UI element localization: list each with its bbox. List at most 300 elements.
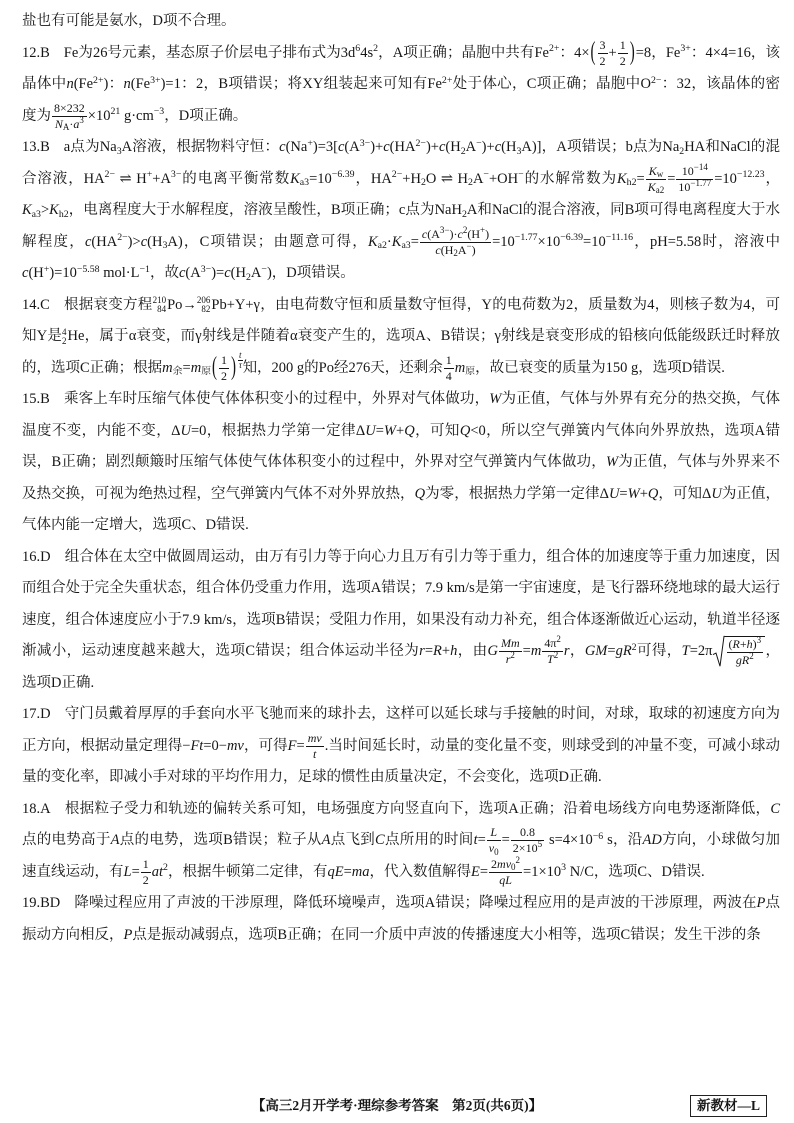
text-run: ，HA — [354, 170, 392, 187]
math-variable: A — [321, 832, 331, 848]
subscript: 2 — [453, 248, 458, 259]
math-variable: N — [54, 116, 63, 131]
text-run: O ⇌ H — [425, 170, 469, 187]
text-run: = — [131, 863, 140, 880]
text-run: )+ — [481, 139, 495, 155]
text-run: · — [386, 233, 392, 250]
radicand — [725, 636, 766, 667]
subscript: h2 — [626, 177, 637, 189]
text-run: ：4×4=16，该晶体中 — [22, 44, 780, 92]
text-run: 为正值，气体与外界有充分的热交换，气体温度不变，内能不变，Δ — [22, 391, 781, 439]
text-run: =10 — [309, 170, 332, 187]
text-run: HA和NaCl的混合溶液，HA — [22, 139, 780, 187]
math-variable: r — [419, 643, 425, 659]
math-variable: c — [22, 265, 29, 281]
math-variable: K — [616, 170, 627, 187]
math-variable: mv — [226, 737, 244, 754]
fraction-numerator — [598, 39, 608, 54]
fraction-numerator — [219, 354, 229, 369]
atomic-number: 84 — [157, 304, 167, 315]
fraction-denominator — [487, 841, 501, 855]
math-variable: L — [123, 863, 132, 880]
superscript: 3 — [561, 862, 567, 874]
superscript: 2− — [117, 232, 128, 244]
text-run: A — [465, 139, 477, 155]
math-variable: K — [49, 202, 59, 218]
math-variable: R — [732, 637, 740, 652]
text-run: A和NaCl的混合溶液，同B项可得电离程度大于水解程度， — [22, 202, 781, 250]
fraction-denominator — [618, 54, 628, 68]
mass-number: 4 — [62, 326, 67, 337]
text-run: a点为Na — [63, 139, 117, 155]
math-variable: K — [22, 202, 32, 218]
math-variable: T — [681, 643, 690, 659]
text-run: )+ — [425, 139, 439, 155]
text-run: (H — [501, 139, 517, 155]
text-run: 组合体在太空中做圆周运动，由万有引力等于向心力且万有引力等于重力，组合体的加速度等于重力加速度，因而组合处于完全失重状态，组合体仍受重力作用，选项A错误；7.9 km/s是第一宇宙速度，是飞行器环绕地球的最大运行速度，组合体速度应小于7.9 km/s，选项B错误；受阻力作用，如果没有动力补充，组合体逐渐做近心运动，轨道半径逐渐减小，运动速度越来越大，选项C错误；组合体运动半径为 — [22, 548, 780, 659]
text-run: + — [396, 422, 405, 439]
text-run: 方向，小球做匀加速直线运动，有 — [22, 832, 781, 880]
subscript: 原 — [465, 366, 476, 378]
math-variable: L — [490, 825, 498, 840]
text-run: ，电离程度大于水解程度，溶液呈酸性，B项正确；c点为NaH — [68, 202, 462, 218]
fraction-denominator — [545, 652, 560, 666]
subscript: h2 — [58, 208, 69, 220]
text-run: 盐也有可能是氨水，D项不合理。 — [22, 13, 236, 29]
text-run: 为零，根据热力学第一定律Δ — [425, 485, 609, 502]
math-variable: W — [605, 454, 619, 470]
fraction — [141, 858, 151, 887]
question-number: 19. — [22, 895, 41, 911]
text-run: = — [501, 832, 510, 848]
text-run: ，选项D正确. — [22, 643, 781, 691]
text-run: ) — [752, 637, 757, 652]
atomic-number: 82 — [201, 304, 211, 315]
text-run: ，代入数值解得 — [369, 863, 471, 880]
math-variable: gR — [615, 643, 632, 659]
superscript: − — [483, 169, 489, 181]
superscript: −6.39 — [331, 169, 355, 181]
text-run: =1×10 — [523, 863, 562, 880]
text-run: = — [522, 643, 531, 659]
text-run: +A — [152, 170, 171, 187]
text-run: ，pH=5.58时，溶液中 — [633, 233, 780, 250]
fraction-denominator — [497, 873, 514, 887]
superscript: 2 — [553, 650, 559, 661]
answer-choice: B — [40, 139, 50, 155]
text-run: ×10 — [537, 233, 561, 250]
mass-number: 206 — [196, 295, 211, 306]
superscript: 3 — [756, 635, 762, 646]
footer-title: 【高三2月开学考·理综参考答案 第2页(共6页)】 — [251, 1098, 543, 1113]
superscript: −3 — [153, 106, 165, 118]
text-run: 点振动方向相反， — [22, 895, 781, 943]
fraction-denominator — [444, 369, 454, 383]
text-run: 2×10 — [512, 841, 538, 856]
text-run: (H — [147, 233, 163, 250]
text-run: 点的电势高于 — [22, 832, 111, 848]
math-variable: a — [73, 116, 80, 131]
nuclide-scripts — [62, 328, 67, 346]
text-run: 点所用的时间 — [384, 832, 474, 848]
answer-choice: B — [40, 44, 50, 61]
answer-choice: A — [40, 800, 51, 817]
fraction — [306, 732, 324, 761]
math-variable: c — [84, 233, 92, 250]
subscript: 0 — [511, 862, 516, 873]
text-run: +H — [402, 170, 421, 187]
math-variable: U — [711, 485, 722, 502]
text-run: 3 — [599, 37, 606, 52]
math-variable: F — [287, 737, 297, 754]
subscript: 2 — [460, 145, 466, 157]
text-run: (H — [28, 265, 44, 281]
superscript: −6.39 — [560, 232, 584, 244]
edition-tag: 新教材—L — [690, 1095, 767, 1117]
item-text — [22, 37, 780, 133]
superscript: 3+ — [150, 74, 161, 86]
math-variable: U — [180, 422, 191, 439]
atomic-number: 2 — [62, 335, 67, 346]
item-text — [22, 13, 235, 29]
math-variable: v — [488, 841, 495, 856]
text-run: (A — [185, 265, 201, 281]
text-run: =0，根据热力学第一定律Δ — [190, 422, 366, 439]
question-number: 17. — [22, 706, 41, 722]
superscript: 2− — [650, 74, 662, 86]
superscript: 2+ — [93, 74, 104, 86]
question-number: 13. — [22, 139, 41, 155]
text-run: 4s — [360, 44, 374, 61]
item-text — [22, 800, 781, 887]
element-symbol: He — [67, 328, 85, 345]
text-run: (H — [440, 242, 454, 257]
fraction-denominator — [53, 114, 86, 133]
superscript: −5.58 — [76, 263, 100, 275]
superscript: + — [307, 137, 313, 149]
math-variable: W — [489, 391, 502, 407]
math-variable: Q — [404, 422, 415, 439]
math-variable: Mm — [500, 636, 520, 651]
text-run: =10 — [583, 233, 606, 250]
superscript: −1.77 — [690, 177, 712, 188]
text-run: · — [69, 116, 74, 131]
subscript: a3 — [401, 240, 411, 252]
text-run: 降噪过程应用了声波的干涉原理，降低环境噪声，选项A错误；降噪过程应用的是声波的干涉原理，两波在 — [74, 895, 757, 911]
math-variable: K — [290, 170, 300, 187]
text-run: 2 — [619, 53, 626, 68]
superscript: 3+ — [680, 43, 691, 55]
text-run: )=3[ — [312, 139, 338, 155]
math-variable: U — [365, 422, 376, 439]
text-run: ：4× — [559, 44, 590, 61]
answer-item-17 — [22, 699, 780, 794]
superscript: −1 — [139, 263, 150, 275]
text-run: A — [457, 242, 467, 257]
item-text — [22, 139, 780, 281]
fraction-denominator — [734, 653, 756, 667]
fraction — [646, 165, 667, 194]
text-run: = — [296, 737, 305, 754]
text-run: 0.8 — [519, 825, 535, 840]
text-run: ) — [471, 242, 476, 257]
nuclide — [197, 296, 227, 314]
text-run: =0− — [203, 737, 227, 754]
text-run: +OH — [488, 170, 519, 187]
text-run: + — [739, 637, 747, 652]
subscript: a3 — [31, 208, 41, 220]
superscript: −12.23 — [736, 169, 765, 181]
text-run: .当时间延长时，动量的变化量不变，则球受到的冲量不变，可减小球动量的变化率，即减小手对球的平均作用力，足球的惯性由质量决定，不会变化，选项D正确. — [22, 737, 780, 785]
fraction — [542, 634, 563, 667]
text-run: 1 — [221, 352, 228, 367]
math-variable: R — [433, 643, 442, 659]
fraction-numerator — [444, 354, 454, 369]
radical-sign-icon — [713, 636, 725, 667]
math-variable: r — [563, 643, 570, 659]
text-run: ) — [485, 226, 490, 241]
math-variable: m — [190, 359, 202, 376]
subscript: 3 — [162, 240, 168, 252]
math-variable: c — [435, 242, 441, 257]
text-run: )> — [127, 233, 141, 250]
answer-content — [22, 6, 780, 951]
subscript: 3 — [116, 145, 122, 157]
fraction-denominator — [433, 240, 477, 259]
fraction-denominator — [504, 652, 517, 666]
answer-item-19 — [22, 888, 780, 951]
math-variable: c — [140, 233, 148, 250]
text-run: = — [410, 233, 419, 250]
text-run: = — [619, 485, 628, 502]
superscript: 2 — [556, 634, 561, 645]
fraction-denominator — [511, 841, 544, 855]
fraction — [511, 826, 544, 855]
text-run: 10 — [678, 179, 691, 194]
answer-item-18 — [22, 794, 780, 889]
answer-item-14 — [22, 290, 780, 385]
text-run: mol·L — [99, 265, 140, 281]
subscript: 余 — [172, 366, 183, 378]
text-run: ，可知 — [414, 422, 460, 439]
large-parenthesis: ) — [231, 353, 237, 382]
math-variable: P — [756, 895, 766, 911]
math-variable: K — [648, 163, 657, 178]
text-run: ，根据牛顿第二定律，有 — [167, 863, 328, 880]
superscript: 2 — [373, 43, 379, 55]
text-run: ，由 — [457, 643, 488, 659]
text-run: 10 — [681, 163, 694, 178]
text-run: ，故已衰变的质量为150 g，选项D错误. — [475, 359, 725, 376]
math-variable: c — [457, 226, 463, 241]
subscript: 0 — [494, 846, 499, 857]
superscript: − — [476, 137, 482, 149]
superscript: 2 — [163, 862, 168, 874]
text-run: = — [343, 863, 352, 880]
mass-number: 210 — [152, 295, 167, 306]
math-variable: GM — [584, 643, 608, 659]
text-run: ⇌ H — [115, 170, 147, 187]
superscript: + — [480, 224, 486, 235]
fraction — [499, 637, 522, 666]
text-run: 知，200 g的Po经276天，还剩余 — [242, 359, 443, 376]
text-run: 可得， — [636, 643, 682, 659]
exponent-fraction — [238, 351, 243, 370]
text-run: s，沿 — [603, 832, 643, 848]
superscript: −14 — [693, 161, 708, 172]
fraction — [219, 354, 229, 383]
question-number: 14. — [22, 296, 41, 313]
text-run: <0，所以空气弹簧内气体向外界放热，选项A错误，B正确；剧烈颠簸时压缩气体使气体体积变小的过程中，外界对空气弹簧内气体做功， — [22, 422, 780, 470]
superscript: 2− — [415, 137, 426, 149]
superscript: 2+ — [441, 74, 453, 86]
answer-choice: B — [40, 391, 50, 407]
answer-item-15 — [22, 384, 780, 542]
superscript: 21 — [110, 106, 121, 118]
text-run: 点是振动减弱点，选项B正确；在同一介质中声波的传播速度大小相等，选项C错误；发生干涉的条 — [132, 926, 761, 943]
superscript: + — [146, 169, 153, 181]
math-variable: c — [279, 139, 286, 155]
superscript: 3− — [359, 137, 371, 149]
math-variable: h — [450, 643, 458, 659]
text-run: (Na — [285, 139, 308, 155]
item-text — [22, 895, 780, 943]
fraction — [727, 635, 764, 668]
element-symbol: Po — [167, 296, 183, 313]
exponent-denominator: τ — [238, 360, 242, 371]
fraction — [598, 39, 608, 68]
text-run: =10 — [714, 170, 737, 187]
square-root — [713, 636, 766, 667]
text-run: (Fe — [73, 76, 94, 92]
fraction-denominator — [676, 177, 713, 194]
text-run: 乘客上车时压缩气体使气体体积变小的过程中，外界对气体做功， — [63, 391, 490, 407]
fraction — [444, 354, 454, 383]
nuclide — [153, 296, 183, 314]
subscript: A — [62, 122, 70, 133]
superscript: 3− — [200, 263, 212, 275]
superscript: + — [43, 263, 50, 275]
fraction — [676, 161, 713, 194]
element-symbol: Pb — [211, 296, 227, 313]
text-run: 2 — [599, 53, 606, 68]
text-run: = — [424, 643, 434, 659]
text-run: 1 — [142, 856, 149, 871]
exponent-numerator: t — [239, 350, 242, 361]
text-run: 根据粒子受力和轨迹的偏转关系可知，电场强度方向竖直向下，选项A正确；沿着电场线方向电势逐渐降低， — [64, 800, 771, 817]
radical-stroke — [713, 637, 725, 667]
text-run: A溶液，根据物料守恒： — [121, 139, 280, 155]
subscript: 2 — [679, 145, 685, 157]
text-run: = — [667, 170, 676, 187]
subscript: w — [656, 169, 664, 180]
superscript: 3 — [79, 114, 84, 125]
superscript: 2 — [510, 650, 515, 661]
text-run: + — [441, 643, 451, 659]
math-variable: U — [608, 485, 620, 502]
answer-item-continuation — [22, 6, 780, 38]
math-variable: r — [505, 652, 511, 667]
superscript: − — [518, 169, 524, 181]
math-variable: c — [494, 139, 502, 155]
text-run: 点的电势，选项B错误；粒子从 — [119, 832, 322, 848]
text-run: A)]，A项错误；b点为Na — [521, 139, 680, 155]
text-run: (Fe — [130, 76, 151, 92]
subscript: 2 — [245, 271, 251, 283]
text-run: )+ — [370, 139, 384, 155]
text-run: 的水解常数为 — [523, 170, 617, 187]
math-variable: mv — [497, 856, 512, 871]
superscript: 3− — [170, 169, 182, 181]
math-variable: m — [454, 359, 466, 376]
text-run: 1 — [619, 37, 626, 52]
text-run: ，可得 — [243, 737, 288, 754]
fraction-numerator — [646, 165, 667, 180]
question-number: 12. — [22, 44, 41, 61]
superscript: 5 — [537, 839, 543, 850]
text-run: =8，Fe — [635, 44, 681, 61]
fraction — [52, 102, 87, 131]
math-variable: Ft — [190, 737, 204, 754]
math-variable: qE — [327, 863, 344, 880]
item-text — [22, 549, 780, 691]
math-variable: h — [746, 637, 753, 652]
text-run: ×10 — [87, 107, 111, 124]
answer-choice: BD — [40, 895, 61, 911]
text-run: = — [607, 643, 616, 659]
math-variable: AD — [642, 832, 662, 848]
answer-item-13 — [22, 132, 780, 290]
text-run: ， — [569, 643, 585, 659]
math-variable: K — [367, 233, 378, 250]
text-run: Fe为26号元素，基态原子价层电子排布式为3d — [63, 44, 356, 61]
fraction-denominator — [219, 369, 229, 383]
text-run: ， — [764, 170, 781, 187]
item-text — [22, 706, 780, 785]
fraction-denominator — [141, 873, 151, 887]
subscript: 2 — [468, 177, 473, 189]
superscript: 3− — [439, 224, 450, 235]
subscript: 原 — [201, 366, 212, 378]
large-parenthesis: ( — [590, 38, 596, 67]
text-run: = — [477, 832, 486, 848]
text-run: = — [689, 643, 698, 659]
math-variable: c — [224, 265, 231, 281]
text-run: (A — [344, 139, 360, 155]
subscript: a3 — [299, 177, 310, 189]
subscript: 3 — [516, 145, 522, 157]
text-run: (HA — [389, 139, 416, 155]
text-run: = — [636, 170, 645, 187]
fraction-numerator — [306, 732, 324, 747]
fraction-numerator — [487, 826, 501, 841]
subscript: 2 — [420, 177, 426, 189]
math-variable: gR — [735, 653, 750, 668]
math-variable: t — [473, 832, 478, 848]
text-run: 守门员戴着厚厚的手套向水平飞驰而来的球扑去，这样可以延长球与手接触的时间，对球，取球的初速度方向为正方向，根据动量定理得− — [22, 706, 780, 754]
superscript: 2 — [515, 854, 521, 865]
fraction-denominator — [646, 180, 667, 194]
text-run: ( — [728, 637, 733, 652]
text-run: = — [479, 863, 489, 880]
math-variable: K — [391, 233, 402, 250]
fraction — [420, 224, 491, 259]
answer-item-16 — [22, 542, 780, 700]
fraction-denominator — [311, 747, 318, 761]
answer-item-12 — [22, 38, 780, 133]
text-run: 的电离平衡常数 — [181, 170, 291, 187]
item-text — [22, 295, 780, 383]
